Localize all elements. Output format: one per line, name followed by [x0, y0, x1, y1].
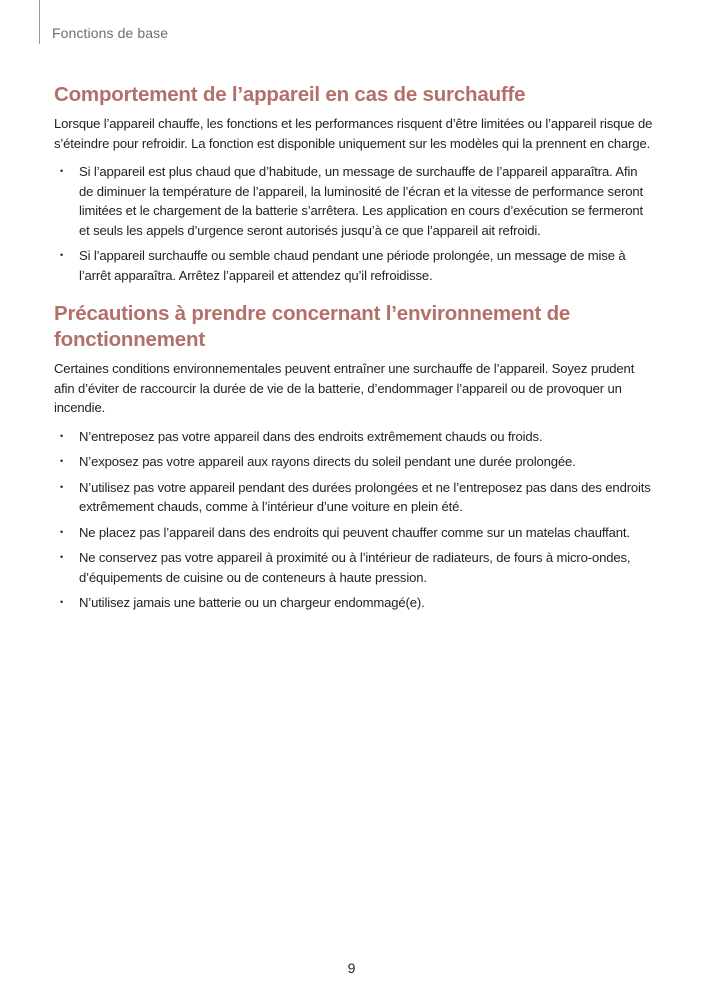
list-item-text: Si l’appareil surchauffe ou semble chaud pendant une période prolongée, un message de mise à l’arrêt apparaîtra. Arrêtez l’appareil et attendez qu’il refroidisse. — [79, 248, 626, 283]
list-item — [54, 452, 654, 472]
bullet-dot: • — [60, 456, 64, 466]
list-item-text: N’utilisez pas votre appareil pendant des durées prolongées et ne l’entreposez pas dans des endroits extrêmement chauds, comme à l’intérieur d’une voiture en plein été. — [79, 479, 651, 514]
page-number: 9 — [347, 960, 356, 976]
list-item — [54, 593, 654, 613]
bullet-dot: • — [60, 526, 64, 537]
bullet-dot: • — [60, 166, 64, 176]
section-overheating-behavior — [54, 82, 654, 285]
bullet-dot: • — [60, 481, 64, 492]
list-item-text: Si l’appareil est plus chaud que d’habitude, un message de surchauffe de l’appareil apparaîtra. Afin de diminuer la température de l’appareil, la luminosité de l’écran et la vitesse de performance seront limitées et le chargement de la batterie s’arrêtera. Les application en cours d’exécution se fermeront et seuls les appels d’urgence seront autorisés jusqu’à ce que l’appareil ait refroidi. — [79, 164, 644, 238]
running-header: Fonctions de base — [52, 25, 169, 41]
list-item-text: Ne conservez pas votre appareil à proximité ou à l’intérieur de radiateurs, de fours à micro-ondes, d’équipements de cuisine ou de conteneurs à haute pression. — [79, 550, 631, 585]
bullet-dot: • — [60, 597, 64, 607]
section-intro: Certaines conditions environnementales peuvent entraîner une surchauffe de l’appareil. Soyez prudent afin d’éviter de raccourcir la durée de vie de la batterie, d’endommager l’appareil ou de provoquer un incendie. — [54, 361, 635, 415]
list-item-text: N’entreposez pas votre appareil dans des endroits extrêmement chauds ou froids. — [79, 428, 543, 444]
list-item — [54, 523, 654, 543]
list-item — [54, 246, 654, 285]
bullet-list — [54, 162, 654, 285]
section-intro: Lorsque l’appareil chauffe, les fonctions et les performances risquent d’être limitées ou l’appareil risque de s’éteindre pour refroidir. La fonction est disponible uniquement sur les modèles qui la prennent en charge. — [54, 116, 653, 151]
list-item — [54, 478, 654, 517]
page-content — [54, 82, 654, 619]
list-item-text: N’exposez pas votre appareil aux rayons directs du soleil pendant une durée prolongée. — [79, 454, 576, 469]
bullet-list — [54, 427, 654, 613]
bullet-dot: • — [60, 552, 64, 562]
list-item-text: Ne placez pas l’appareil dans des endroits qui peuvent chauffer comme sur un matelas chauffant. — [79, 524, 630, 540]
bullet-dot: • — [60, 430, 64, 441]
bullet-dot: • — [60, 250, 64, 260]
list-item — [54, 162, 654, 240]
section-title: Comportement de l’appareil en cas de surchauffe — [54, 83, 526, 106]
list-item-text: N’utilisez jamais une batterie ou un chargeur endommagé(e). — [79, 595, 425, 610]
list-item — [54, 548, 654, 587]
section-title: Précautions à prendre concernant l’environnement de fonctionnement — [54, 302, 571, 351]
header-divider — [39, 0, 40, 44]
section-operating-environment — [54, 301, 654, 613]
list-item — [54, 427, 654, 447]
